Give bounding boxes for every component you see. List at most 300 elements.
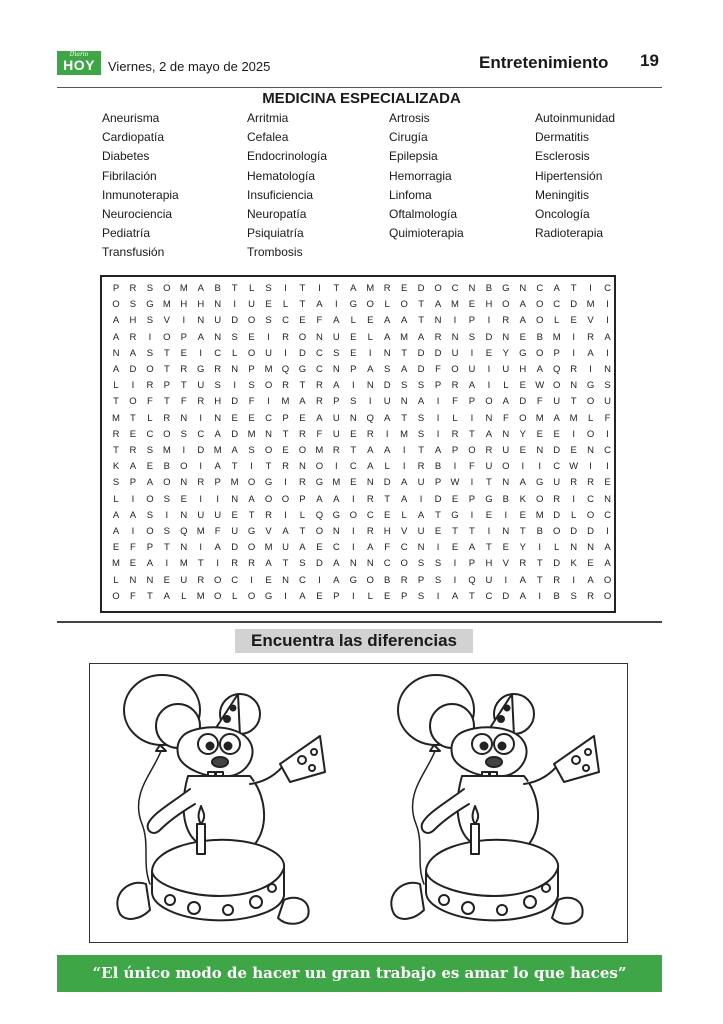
grid-letter: A [299, 542, 306, 554]
grid-letter: N [214, 412, 222, 424]
grid-letter: N [231, 364, 239, 375]
grid-letter: T [435, 509, 441, 521]
grid-letter: W [569, 461, 579, 473]
grid-letter: T [299, 283, 306, 294]
grid-letter: I [250, 461, 253, 473]
grid-letter: M [112, 558, 120, 570]
grid-letter: U [332, 412, 340, 424]
grid-letter: L [299, 509, 306, 521]
grid-letter: M [179, 283, 188, 294]
grid-letter: A [112, 364, 120, 375]
grid-letter: M [213, 445, 222, 456]
grid-letter: O [213, 590, 222, 602]
grid-letter: T [163, 364, 170, 375]
grid-letter: D [417, 347, 425, 359]
grid-letter: Y [519, 542, 526, 554]
grid-letter: R [197, 396, 205, 408]
grid-letter: O [247, 590, 256, 602]
search-word: Epilepsia [389, 149, 438, 164]
grid-letter: I [453, 558, 457, 570]
grid-letter: O [400, 558, 408, 570]
grid-letter: I [267, 331, 270, 343]
grid-letter: T [146, 590, 153, 602]
grid-letter: A [519, 590, 526, 602]
grid-letter: I [402, 445, 406, 456]
grid-letter: C [604, 445, 611, 456]
grid-letter: U [553, 396, 561, 408]
grid-letter: G [264, 477, 273, 489]
grid-letter: G [349, 574, 357, 586]
grid-letter: E [451, 493, 459, 505]
grid-letter: M [535, 509, 544, 521]
grid-letter: U [502, 445, 510, 456]
grid-letter: F [316, 315, 323, 327]
grid-letter: A [214, 461, 221, 473]
grid-letter: P [282, 412, 289, 424]
grid-letter: G [298, 364, 307, 375]
grid-letter: I [606, 428, 609, 440]
grid-letter: L [350, 315, 356, 327]
grid-letter: S [265, 283, 272, 294]
grid-letter: E [265, 574, 272, 586]
grid-letter: G [502, 283, 510, 294]
grid-letter: T [163, 347, 170, 359]
grid-letter: M [162, 445, 171, 456]
search-word: Arritmia [247, 111, 289, 125]
grid-letter: N [129, 574, 137, 586]
grid-letter: I [589, 364, 592, 375]
grid-letter: R [265, 509, 272, 521]
grid-letter: U [282, 542, 289, 554]
grid-letter: I [385, 428, 389, 440]
grid-letter: V [502, 558, 510, 570]
grid-letter: G [247, 526, 256, 537]
grid-letter: P [129, 477, 137, 489]
grid-letter: O [502, 461, 510, 473]
grid-letter: M [400, 331, 409, 343]
grid-letter: H [129, 315, 137, 327]
grid-letter: A [400, 364, 408, 375]
search-word: Psiquiatría [247, 226, 304, 241]
grid-letter: O [366, 299, 374, 311]
grid-letter: N [332, 526, 340, 537]
search-word: Cirugía [389, 130, 428, 145]
grid-letter: A [587, 347, 594, 359]
grid-letter: E [384, 590, 391, 602]
grid-letter: I [335, 299, 338, 311]
grid-letter: U [604, 396, 611, 408]
grid-letter: F [502, 412, 509, 424]
grid-letter: I [267, 396, 270, 408]
grid-letter: E [350, 347, 357, 359]
grid-letter: L [401, 509, 407, 521]
grid-letter: U [332, 428, 340, 440]
grid-letter: S [384, 364, 391, 375]
grid-letter: M [315, 445, 324, 456]
grid-letter: O [536, 315, 544, 327]
grid-letter: C [553, 461, 561, 473]
grid-letter: I [233, 380, 236, 392]
grid-letter: F [146, 396, 153, 408]
grid-letter: U [383, 396, 391, 408]
grid-letter: A [316, 493, 323, 505]
grid-letter: H [180, 299, 188, 311]
grid-letter: A [519, 574, 526, 586]
grid-letter: N [180, 477, 188, 489]
grid-letter: S [299, 558, 306, 570]
grid-letter: O [129, 396, 137, 408]
grid-letter: E [163, 574, 171, 586]
grid-letter: R [248, 558, 256, 570]
grid-letter: O [434, 283, 442, 294]
grid-letter: M [332, 477, 341, 489]
grid-letter: Y [502, 347, 510, 359]
grid-letter: I [521, 461, 525, 473]
grid-letter: E [570, 445, 577, 456]
search-word: Linfoma [389, 187, 432, 202]
grid-letter: P [333, 396, 340, 408]
grid-letter: F [316, 428, 323, 440]
grid-letter: I [453, 461, 457, 473]
grid-letter: R [315, 396, 323, 408]
grid-letter: A [400, 477, 408, 489]
grid-letter: I [216, 493, 219, 505]
grid-letter: S [400, 380, 408, 392]
grid-letter: T [536, 558, 543, 570]
grid-letter: A [163, 590, 171, 602]
grid-letter: G [536, 477, 544, 489]
grid-letter: E [350, 428, 357, 440]
grid-letter: T [418, 315, 424, 327]
grid-letter: U [197, 380, 205, 392]
grid-letter: N [604, 364, 611, 375]
grid-letter: A [553, 412, 560, 424]
grid-letter: L [113, 380, 119, 392]
grid-letter: L [231, 590, 238, 602]
grid-letter: E [536, 428, 543, 440]
grid-letter: R [553, 574, 561, 586]
grid-letter: T [282, 558, 289, 570]
grid-letter: T [163, 542, 170, 554]
grid-letter: T [519, 526, 526, 537]
grid-letter: O [519, 412, 527, 424]
grid-letter: P [146, 542, 154, 554]
grid-letter: P [434, 380, 442, 392]
grid-letter: S [146, 509, 154, 521]
grid-letter: A [248, 493, 255, 505]
grid-letter: I [351, 542, 355, 554]
grid-letter: F [604, 412, 611, 424]
grid-letter: N [282, 574, 289, 586]
grid-letter: I [351, 380, 355, 392]
grid-letter: T [469, 428, 475, 440]
grid-letter: D [231, 315, 239, 327]
grid-letter: A [604, 331, 611, 343]
grid-letter: F [384, 542, 391, 554]
grid-letter: R [519, 558, 527, 570]
grid-letter: N [502, 331, 510, 343]
grid-letter: I [131, 493, 135, 505]
grid-letter: P [350, 364, 357, 375]
grid-letter: O [163, 477, 171, 489]
grid-letter: I [131, 380, 135, 392]
grid-letter: E [485, 347, 493, 359]
grid-letter: E [231, 412, 238, 424]
grid-letter: S [468, 331, 476, 343]
search-word: Cefalea [247, 130, 289, 145]
grid-letter: O [264, 445, 273, 456]
grid-letter: P [180, 331, 187, 343]
grid-letter: N [265, 428, 272, 440]
grid-letter: D [485, 331, 493, 343]
grid-letter: A [129, 509, 137, 521]
grid-letter: A [384, 331, 391, 343]
grid-letter: B [434, 461, 442, 473]
grid-letter: T [248, 509, 255, 521]
grid-letter: O [180, 461, 188, 473]
grid-letter: D [570, 526, 578, 537]
grid-letter: R [587, 590, 595, 602]
grid-letter: G [146, 299, 154, 311]
grid-letter: S [434, 574, 442, 586]
grid-letter: O [366, 574, 374, 586]
grid-letter: U [485, 574, 493, 586]
grid-letter: A [417, 396, 425, 408]
grid-letter: A [333, 315, 340, 327]
search-word: Fibrilación [102, 168, 157, 183]
grid-letter: Q [366, 412, 374, 424]
search-word: Pediatría [102, 226, 151, 241]
search-word: Oftalmología [389, 207, 458, 221]
grid-letter: O [163, 331, 171, 343]
grid-letter: N [231, 493, 239, 505]
grid-letter: A [519, 477, 526, 489]
search-word: Transfusión [102, 245, 165, 260]
grid-letter: Q [281, 364, 290, 375]
grid-letter: I [487, 364, 491, 375]
grid-letter: T [536, 574, 543, 586]
grid-letter: O [264, 380, 273, 392]
grid-letter: P [163, 380, 171, 392]
grid-letter: K [112, 461, 120, 473]
grid-letter: N [417, 542, 425, 554]
grid-letter: O [485, 396, 493, 408]
grid-letter: T [113, 396, 119, 408]
grid-letter: T [418, 445, 424, 456]
grid-letter: E [350, 331, 357, 343]
search-word: Radioterapia [535, 226, 604, 241]
grid-letter: U [214, 509, 222, 521]
grid-letter: O [247, 315, 256, 327]
grid-letter: M [230, 477, 239, 489]
grid-letter: R [553, 493, 561, 505]
grid-letter: U [265, 347, 272, 359]
grid-letter: A [468, 380, 476, 392]
grid-letter: A [299, 590, 306, 602]
grid-letter: N [604, 493, 611, 505]
grid-letter: I [419, 493, 423, 505]
grid-letter: R [282, 461, 289, 473]
grid-letter: O [146, 364, 154, 375]
grid-letter: O [502, 299, 510, 311]
grid-letter: I [572, 493, 575, 505]
search-word: Hematología [247, 168, 316, 183]
grid-letter: M [162, 299, 171, 311]
grid-letter: T [231, 283, 238, 294]
grid-letter: K [519, 493, 526, 505]
grid-letter: L [587, 412, 594, 424]
grid-letter: D [197, 445, 205, 456]
grid-letter: O [247, 347, 256, 359]
grid-letter: H [214, 396, 222, 408]
grid-letter: I [284, 590, 287, 602]
grid-letter: R [400, 574, 408, 586]
grid-letter: D [383, 380, 391, 392]
grid-letter: A [502, 396, 510, 408]
grid-letter: N [180, 509, 188, 521]
grid-letter: N [587, 542, 595, 554]
grid-letter: I [470, 477, 474, 489]
search-word: Endocrinología [247, 149, 328, 164]
grid-letter: D [519, 396, 527, 408]
grid-letter: N [315, 331, 323, 343]
grid-letter: P [417, 574, 425, 586]
grid-letter: A [587, 574, 594, 586]
grid-letter: M [264, 542, 273, 554]
grid-letter: P [400, 590, 408, 602]
grid-letter: P [214, 477, 221, 489]
grid-letter: O [163, 283, 171, 294]
grid-letter: R [383, 283, 391, 294]
grid-letter: R [587, 477, 595, 489]
grid-letter: R [214, 364, 222, 375]
grid-letter: I [165, 558, 169, 570]
grid-letter: L [231, 347, 238, 359]
search-word: Neuropatía [247, 207, 307, 221]
grid-letter: N [214, 299, 222, 311]
grid-letter: I [606, 526, 609, 537]
search-word: Trombosis [247, 245, 303, 260]
grid-letter: M [535, 412, 544, 424]
grid-letter: E [316, 542, 323, 554]
grid-letter: O [315, 526, 324, 537]
grid-letter: I [572, 428, 575, 440]
grid-letter: I [470, 412, 474, 424]
grid-letter: A [519, 299, 526, 311]
grid-letter: A [604, 542, 611, 554]
grid-letter: L [367, 590, 373, 602]
grid-letter: M [586, 299, 595, 311]
grid-letter: F [536, 396, 543, 408]
grid-letter: I [453, 574, 457, 586]
grid-letter: U [214, 315, 222, 327]
grid-letter: I [351, 590, 355, 602]
grid-letter: R [434, 331, 442, 343]
grid-letter: L [181, 590, 187, 602]
grid-letter: C [231, 574, 239, 586]
grid-letter: G [197, 364, 205, 375]
grid-letter: U [332, 331, 340, 343]
grid-letter: O [536, 299, 544, 311]
grid-letter: O [112, 590, 120, 602]
grid-letter: N [180, 412, 188, 424]
grid-letter: I [436, 412, 440, 424]
grid-letter: A [400, 315, 408, 327]
grid-letter: A [265, 558, 272, 570]
grid-letter: O [349, 509, 357, 521]
grid-letter: O [586, 396, 595, 408]
grid-letter: E [519, 445, 526, 456]
search-word: Artrosis [389, 111, 430, 125]
grid-letter: I [487, 526, 491, 537]
grid-letter: D [502, 590, 510, 602]
grid-letter: I [504, 509, 508, 521]
grid-letter: C [315, 364, 323, 375]
grid-letter: D [231, 428, 239, 440]
grid-letter: F [214, 526, 221, 537]
grid-letter: F [452, 396, 458, 408]
grid-letter: R [417, 461, 425, 473]
grid-letter: H [485, 299, 493, 311]
grid-letter: O [264, 493, 273, 505]
grid-letter: W [450, 477, 460, 489]
grid-letter: I [589, 461, 592, 473]
grid-letter: I [199, 347, 203, 359]
grid-letter: N [502, 526, 510, 537]
wordsearch-grid [100, 275, 616, 613]
grid-letter: R [485, 445, 493, 456]
grid-letter: T [384, 493, 391, 505]
grid-letter: D [434, 493, 442, 505]
grid-letter: V [163, 315, 171, 327]
grid-letter: T [570, 396, 577, 408]
grid-letter: R [112, 428, 120, 440]
grid-letter: I [284, 509, 287, 521]
grid-letter: S [112, 477, 120, 489]
grid-letter: E [570, 315, 577, 327]
grid-letter: I [572, 574, 575, 586]
page-number: 19 [640, 51, 659, 70]
grid-letter: L [113, 574, 119, 586]
grid-letter: T [180, 380, 187, 392]
grid-letter: F [469, 461, 475, 473]
grid-letter: I [250, 574, 253, 586]
grid-letter: E [485, 509, 493, 521]
grid-letter: B [485, 283, 493, 294]
search-word: Hipertensión [535, 168, 603, 183]
grid-letter: N [400, 396, 408, 408]
grid-letter: E [180, 493, 187, 505]
grid-letter: I [368, 396, 372, 408]
search-word: Neurociencia [102, 207, 173, 221]
grid-letter: A [384, 412, 391, 424]
grid-letter: O [213, 574, 222, 586]
grid-letter: I [436, 590, 440, 602]
grid-letter: F [130, 542, 136, 554]
grid-letter: I [351, 493, 355, 505]
grid-letter: R [366, 428, 374, 440]
grid-letter: E [451, 542, 459, 554]
grid-letter: N [214, 331, 222, 343]
differences-panel [89, 663, 628, 943]
grid-letter: N [434, 315, 442, 327]
grid-letter: E [519, 509, 526, 521]
grid-letter: H [383, 526, 391, 537]
grid-letter: E [180, 347, 187, 359]
grid-letter: S [163, 526, 171, 537]
grid-letter: R [129, 445, 137, 456]
grid-letter: P [468, 558, 476, 570]
